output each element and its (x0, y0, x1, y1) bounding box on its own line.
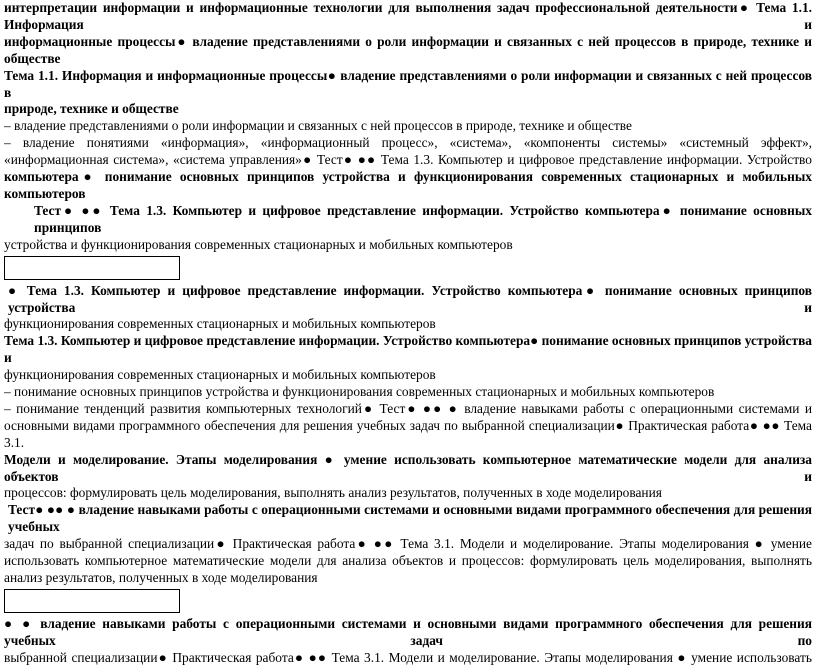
empty-table-cell (4, 589, 180, 613)
text-line: Тема 1.3. Компьютер и цифровое представление информации. Устройство компьютера● понимание основных принципов устройства и (4, 333, 812, 366)
text-line: основными видами программного обеспечения для решения учебных задач по выбранной специализации● Практическая работа● ●● Тема 3.1. (4, 417, 812, 450)
text-line: задач по выбранной специализации● Практическая работа● ●● Тема 3.1. Модели и моделирование. Этапы моделирования ● умение (4, 536, 812, 552)
text-line: ● Тема 1.3. Компьютер и цифровое представление информации. Устройство компьютера● понимание основных принципов устройства и (8, 282, 812, 315)
text-line: Тема 1.1. Информация и информационные процессы● владение представлениями о роли информации и связанных с ней процессов в (4, 67, 812, 100)
text-line: использовать компьютерное математические модели для анализа объектов и процессов: формулировать цель моделирования, выполнять (4, 553, 812, 569)
text-line: информационные процессы● владение представлениями о роли информации и связанных с ней процессов в природе, технике и обществе (4, 33, 812, 66)
text-line: ● ● владение навыками работы с операционными системами и основными видами программного обеспечения для решения учебных задач по (4, 615, 812, 648)
text-line: «информационная система», «система управления»● Тест● ●● Тема 1.3. Компьютер и цифровое представление информации. Устройство (4, 152, 812, 168)
text-line: процессов: формулировать цель моделирования, выполнять анализ результатов, полученных в ходе моделирования (4, 485, 662, 501)
text-line: – понимание основных принципов устройства и функционирования современных стационарных и мобильных компьютеров (4, 384, 715, 400)
text-line: – владение представлениями о роли информации и связанных с ней процессов в природе, технике и обществе (4, 118, 632, 134)
text-line: Тест● ●● Тема 1.3. Компьютер и цифровое представление информации. Устройство компьютера● понимание основных принципов (34, 202, 812, 235)
text-line: компьютера● понимание основных принципов устройства и функционирования современных стационарных и мобильных компьютеров (4, 169, 812, 201)
text-line: функционирования современных стационарных и мобильных компьютеров (4, 316, 436, 332)
text-line: Модели и моделирование. Этапы моделирования ● умение использовать компьютерное математические модели для анализа объектов и (4, 451, 812, 484)
text-line: выбранной специализации● Практическая работа● ●● Тема 3.1. Модели и моделирование. Этапы моделирования ● умение использовать (4, 649, 812, 665)
text-line: устройства и функционирования современных стационарных и мобильных компьютеров (4, 236, 513, 252)
text-line: интерпретации информации и информационные технологии для выполнения задач профессиональной деятельности● Тема 1.1. Информация и (4, 0, 812, 32)
text-line: функционирования современных стационарных и мобильных компьютеров (4, 367, 436, 383)
text-line: – владение понятиями «информация», «информационный процесс», «система», «компоненты системы» «системный эффект», (4, 135, 812, 151)
text-line: – понимание тенденций развития компьютерных технологий● Тест● ●● ● владение навыками работы с операционными системами и (4, 400, 812, 416)
text-line: природе, технике и обществе (4, 101, 179, 117)
empty-table-cell (4, 256, 180, 280)
text-line: Тест● ●● ● владение навыками работы с операционными системами и основными видами программного обеспечения для решения учебных (8, 502, 812, 535)
text-line: анализ результатов, полученных в ходе моделирования (4, 570, 318, 585)
